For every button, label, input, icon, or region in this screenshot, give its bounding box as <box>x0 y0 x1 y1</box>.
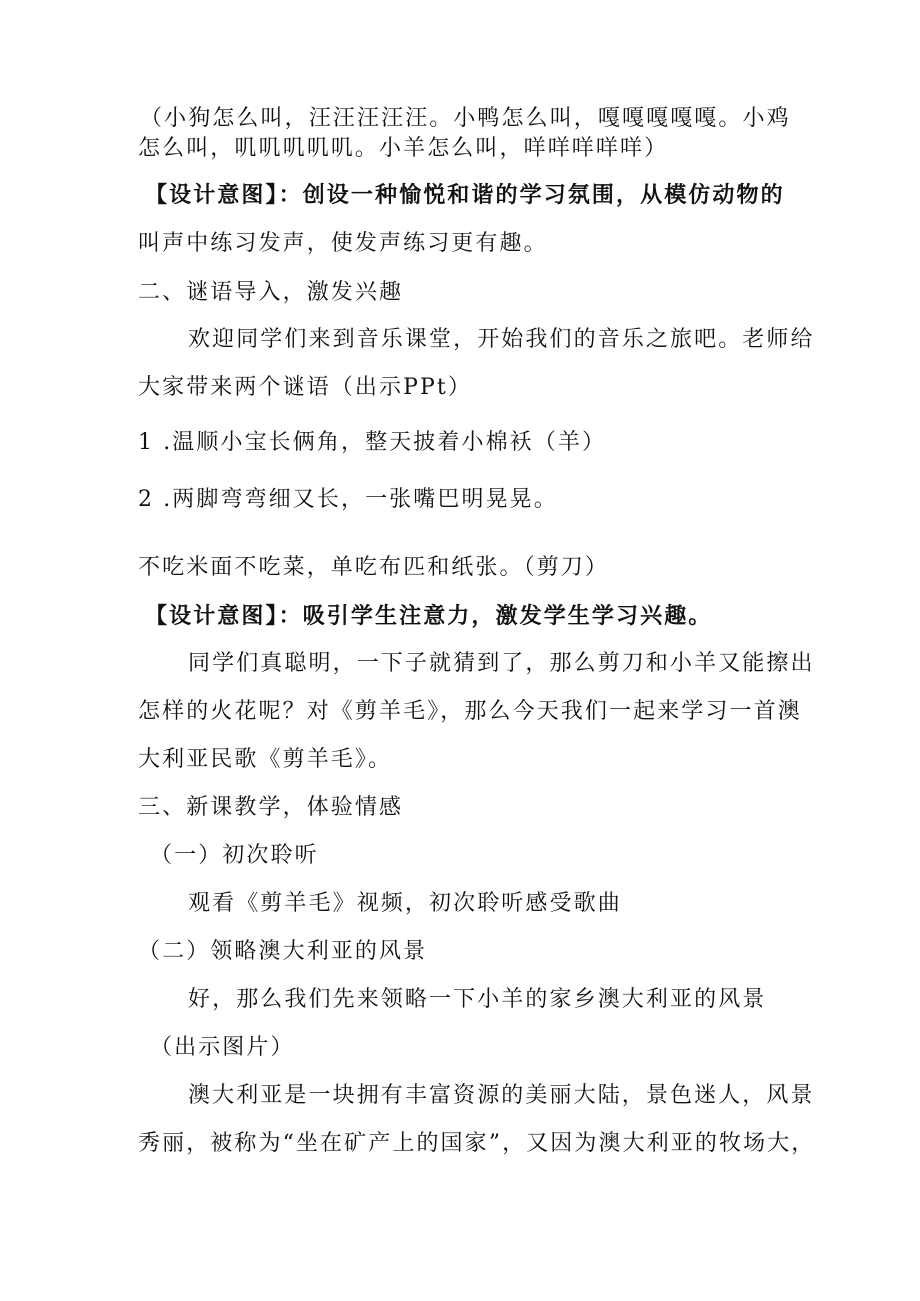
paragraph-line: 同学们真聪明，一下子就猜到了，那么剪刀和小羊又能擦出 <box>188 651 815 676</box>
paragraph-line: 怎样的火花呢？对《剪羊毛》，那么今天我们一起来学习一首澳 <box>138 699 802 724</box>
riddle-item: 2 .两脚弯弯细又长，一张嘴巴明晃晃。 <box>138 487 558 512</box>
paragraph-line: 观看《剪羊毛》视频，初次聆听感受歌曲 <box>188 891 622 916</box>
paragraph-line: 澳大利亚是一块拥有丰富资源的美丽大陆，景色迷人，风景 <box>188 1083 815 1108</box>
paragraph-line: 好，那么我们先来领略一下小羊的家乡澳大利亚的风景 <box>188 987 767 1012</box>
section-heading: 二、谜语导入，激发兴趣 <box>138 280 404 305</box>
paragraph-line: 大利亚民歌《剪羊毛》。 <box>138 747 393 772</box>
paragraph-line: （出示图片） <box>150 1035 295 1060</box>
paragraph-line: 不吃米面不吃菜，单吃布匹和纸张。（剪刀） <box>138 555 610 580</box>
paragraph-line: 怎么叫，叽叽叽叽叽。小羊怎么叫，咩咩咩咩咩） <box>138 136 669 161</box>
subsection-heading: （二）领略澳大利亚的风景 <box>138 939 428 964</box>
paragraph-line: 欢迎同学们来到音乐课堂，开始我们的音乐之旅吧。老师给 <box>188 327 815 352</box>
paragraph-line: （小狗怎么叫，汪汪汪汪汪。小鸭怎么叫，嘎嘎嘎嘎嘎。小鸡 <box>140 106 791 131</box>
paragraph-line: 秀丽，被称为“坐在矿产上的国家”，又因为澳大利亚的牧场大， <box>138 1131 816 1156</box>
riddle-item: 1 .温顺小宝长俩角，整天披着小棉袄（羊） <box>138 430 607 455</box>
design-intent-line: 【设计意图】：吸引学生注意力，激发学生学习兴趣。 <box>145 603 713 629</box>
paragraph-line: 大家带来两个谜语（出示PPt） <box>138 375 472 400</box>
section-heading: 三、新课教学，体验情感 <box>138 795 404 820</box>
subsection-heading: （一）初次聆听 <box>150 843 319 868</box>
design-intent-line: 【设计意图】：创设一种愉悦和谐的学习氛围，从模仿动物的 <box>145 182 785 208</box>
paragraph-line: 叫声中练习发声，使发声练习更有趣。 <box>138 231 548 256</box>
